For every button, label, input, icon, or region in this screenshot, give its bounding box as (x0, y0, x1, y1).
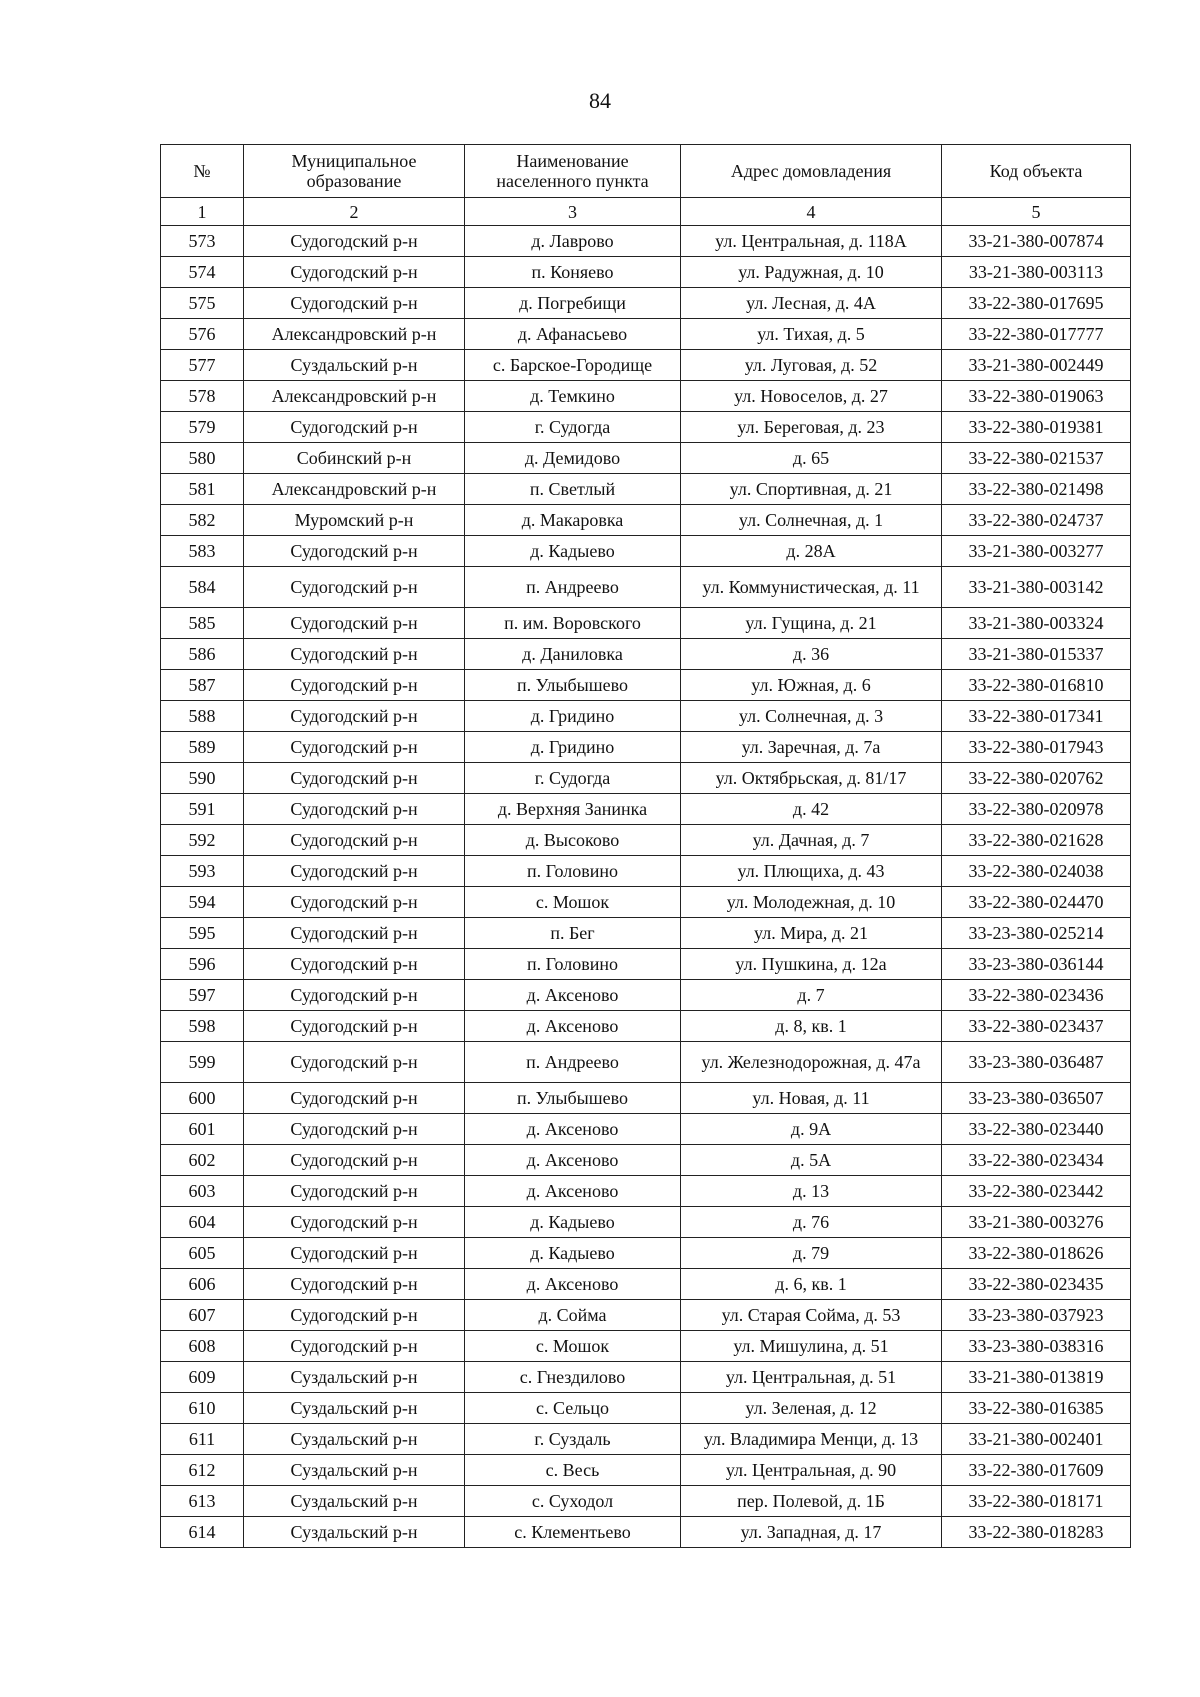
address-cell: ул. Мишулина, д. 51 (681, 1331, 942, 1362)
settlement-cell: п. Бег (465, 918, 681, 949)
address-cell: ул. Лесная, д. 4А (681, 288, 942, 319)
table-row (161, 1083, 1131, 1114)
object-code-cell: 33-22-380-023436 (942, 980, 1131, 1011)
table-row (161, 1176, 1131, 1207)
object-code-cell: 33-22-380-017777 (942, 319, 1131, 350)
settlement-cell: д. Гридино (465, 701, 681, 732)
municipality-cell: Судогодский р-н (244, 670, 465, 701)
municipality-cell: Судогодский р-н (244, 536, 465, 567)
column-number: 1 (161, 198, 244, 226)
municipality-cell: Судогодский р-н (244, 1207, 465, 1238)
object-code-cell: 33-21-380-003276 (942, 1207, 1131, 1238)
row-number-cell: 590 (161, 763, 244, 794)
municipality-cell: Судогодский р-н (244, 608, 465, 639)
settlement-cell: д. Сойма (465, 1300, 681, 1331)
table-row (161, 1486, 1131, 1517)
table-row (161, 288, 1131, 319)
table-row (161, 1145, 1131, 1176)
address-cell: ул. Старая Сойма, д. 53 (681, 1300, 942, 1331)
table-row (161, 887, 1131, 918)
municipality-cell: Судогодский р-н (244, 949, 465, 980)
address-cell: ул. Новая, д. 11 (681, 1083, 942, 1114)
header-object-code: Код объекта (942, 145, 1131, 198)
address-cell: ул. Южная, д. 6 (681, 670, 942, 701)
table-body (161, 226, 1131, 1548)
table-row (161, 1300, 1131, 1331)
table-row (161, 226, 1131, 257)
address-cell: д. 36 (681, 639, 942, 670)
table-row (161, 350, 1131, 381)
row-number-cell: 607 (161, 1300, 244, 1331)
municipality-cell: Судогодский р-н (244, 856, 465, 887)
object-code-cell: 33-22-380-023435 (942, 1269, 1131, 1300)
row-number-cell: 586 (161, 639, 244, 670)
table-row (161, 1269, 1131, 1300)
table-row (161, 319, 1131, 350)
table-row (161, 257, 1131, 288)
municipality-cell: Суздальский р-н (244, 1455, 465, 1486)
municipality-cell: Судогодский р-н (244, 701, 465, 732)
table-row (161, 505, 1131, 536)
row-number-cell: 598 (161, 1011, 244, 1042)
object-code-cell: 33-22-380-019381 (942, 412, 1131, 443)
settlement-cell: с. Мошок (465, 887, 681, 918)
address-cell: ул. Солнечная, д. 1 (681, 505, 942, 536)
address-cell: ул. Спортивная, д. 21 (681, 474, 942, 505)
municipality-cell: Судогодский р-н (244, 567, 465, 608)
address-cell: ул. Молодежная, д. 10 (681, 887, 942, 918)
object-code-cell: 33-21-380-003113 (942, 257, 1131, 288)
header-settlement: Наименование населенного пункта (465, 145, 681, 198)
address-cell: ул. Заречная, д. 7а (681, 732, 942, 763)
municipality-cell: Судогодский р-н (244, 257, 465, 288)
municipality-cell: Суздальский р-н (244, 350, 465, 381)
address-cell: ул. Западная, д. 17 (681, 1517, 942, 1548)
municipality-cell: Александровский р-н (244, 474, 465, 505)
object-code-cell: 33-22-380-023442 (942, 1176, 1131, 1207)
object-code-cell: 33-22-380-018283 (942, 1517, 1131, 1548)
settlement-cell: д. Кадыево (465, 1207, 681, 1238)
object-code-cell: 33-22-380-017341 (942, 701, 1131, 732)
object-code-cell: 33-22-380-024737 (942, 505, 1131, 536)
object-code-cell: 33-21-380-015337 (942, 639, 1131, 670)
header-municipality: Муниципальное образование (244, 145, 465, 198)
settlement-cell: д. Верхняя Занинка (465, 794, 681, 825)
settlement-cell: г. Суздаль (465, 1424, 681, 1455)
row-number-cell: 604 (161, 1207, 244, 1238)
municipality-cell: Судогодский р-н (244, 1300, 465, 1331)
row-number-cell: 609 (161, 1362, 244, 1393)
address-cell: ул. Центральная, д. 118А (681, 226, 942, 257)
row-number-cell: 589 (161, 732, 244, 763)
settlement-cell: г. Судогда (465, 763, 681, 794)
row-number-cell: 600 (161, 1083, 244, 1114)
settlement-cell: д. Аксеново (465, 980, 681, 1011)
settlement-cell: с. Барское-Городище (465, 350, 681, 381)
table-row (161, 381, 1131, 412)
row-number-cell: 599 (161, 1042, 244, 1083)
object-code-cell: 33-22-380-020762 (942, 763, 1131, 794)
address-cell: д. 79 (681, 1238, 942, 1269)
settlement-cell: п. Головино (465, 856, 681, 887)
municipality-cell: Судогодский р-н (244, 1083, 465, 1114)
table-header-row (161, 145, 1131, 198)
address-cell: ул. Центральная, д. 90 (681, 1455, 942, 1486)
settlement-cell: д. Демидово (465, 443, 681, 474)
municipality-cell: Судогодский р-н (244, 1176, 465, 1207)
municipality-cell: Судогодский р-н (244, 763, 465, 794)
municipality-cell: Судогодский р-н (244, 1238, 465, 1269)
row-number-cell: 592 (161, 825, 244, 856)
settlement-cell: с. Гнездилово (465, 1362, 681, 1393)
row-number-cell: 591 (161, 794, 244, 825)
table-row (161, 732, 1131, 763)
row-number-cell: 596 (161, 949, 244, 980)
object-code-cell: 33-22-380-018626 (942, 1238, 1131, 1269)
address-cell: пер. Полевой, д. 1Б (681, 1486, 942, 1517)
page-number: 84 (589, 88, 611, 113)
row-number-cell: 608 (161, 1331, 244, 1362)
object-code-cell: 33-23-380-038316 (942, 1331, 1131, 1362)
settlement-cell: д. Макаровка (465, 505, 681, 536)
table-row (161, 536, 1131, 567)
header-address: Адрес домовладения (681, 145, 942, 198)
address-cell: ул. Новоселов, д. 27 (681, 381, 942, 412)
row-number-cell: 582 (161, 505, 244, 536)
address-cell: ул. Мира, д. 21 (681, 918, 942, 949)
address-cell: ул. Дачная, д. 7 (681, 825, 942, 856)
row-number-cell: 593 (161, 856, 244, 887)
table-row (161, 1362, 1131, 1393)
object-code-cell: 33-22-380-024038 (942, 856, 1131, 887)
column-number: 3 (465, 198, 681, 226)
row-number-cell: 611 (161, 1424, 244, 1455)
municipality-cell: Судогодский р-н (244, 1331, 465, 1362)
object-code-cell: 33-23-380-036487 (942, 1042, 1131, 1083)
municipality-cell: Судогодский р-н (244, 226, 465, 257)
settlement-cell: д. Темкино (465, 381, 681, 412)
address-cell: д. 65 (681, 443, 942, 474)
settlement-cell: д. Лаврово (465, 226, 681, 257)
settlement-cell: д. Даниловка (465, 639, 681, 670)
address-cell: д. 7 (681, 980, 942, 1011)
row-number-cell: 605 (161, 1238, 244, 1269)
municipality-cell: Судогодский р-н (244, 1114, 465, 1145)
address-cell: д. 76 (681, 1207, 942, 1238)
object-code-cell: 33-21-380-002449 (942, 350, 1131, 381)
row-number-cell: 585 (161, 608, 244, 639)
municipality-cell: Судогодский р-н (244, 918, 465, 949)
object-code-cell: 33-21-380-003142 (942, 567, 1131, 608)
municipality-cell: Суздальский р-н (244, 1362, 465, 1393)
table-row (161, 763, 1131, 794)
address-cell: ул. Пушкина, д. 12а (681, 949, 942, 980)
table-row (161, 1517, 1131, 1548)
row-number-cell: 595 (161, 918, 244, 949)
municipality-cell: Судогодский р-н (244, 1269, 465, 1300)
table-row (161, 1455, 1131, 1486)
row-number-cell: 603 (161, 1176, 244, 1207)
table-row (161, 474, 1131, 505)
table-row (161, 567, 1131, 608)
column-number: 4 (681, 198, 942, 226)
settlement-cell: д. Аксеново (465, 1011, 681, 1042)
settlement-cell: п. Улыбышево (465, 1083, 681, 1114)
settlement-cell: п. Андреево (465, 567, 681, 608)
table-row (161, 918, 1131, 949)
row-number-cell: 577 (161, 350, 244, 381)
table-row (161, 949, 1131, 980)
settlement-cell: д. Аксеново (465, 1114, 681, 1145)
settlement-cell: п. Головино (465, 949, 681, 980)
object-code-cell: 33-21-380-013819 (942, 1362, 1131, 1393)
address-cell: ул. Луговая, д. 52 (681, 350, 942, 381)
object-code-cell: 33-21-380-003277 (942, 536, 1131, 567)
object-code-cell: 33-22-380-024470 (942, 887, 1131, 918)
municipality-cell: Судогодский р-н (244, 1145, 465, 1176)
row-number-cell: 606 (161, 1269, 244, 1300)
object-code-cell: 33-22-380-018171 (942, 1486, 1131, 1517)
municipality-cell: Александровский р-н (244, 319, 465, 350)
row-number-cell: 613 (161, 1486, 244, 1517)
address-cell: д. 8, кв. 1 (681, 1011, 942, 1042)
header-number: № (161, 145, 244, 198)
settlement-cell: с. Клементьево (465, 1517, 681, 1548)
table-row (161, 980, 1131, 1011)
settlement-cell: п. Коняево (465, 257, 681, 288)
row-number-cell: 594 (161, 887, 244, 918)
settlement-cell: д. Аксеново (465, 1176, 681, 1207)
row-number-cell: 573 (161, 226, 244, 257)
address-cell: ул. Тихая, д. 5 (681, 319, 942, 350)
settlement-cell: д. Кадыево (465, 1238, 681, 1269)
settlement-cell: п. Андреево (465, 1042, 681, 1083)
municipality-cell: Судогодский р-н (244, 1042, 465, 1083)
row-number-cell: 614 (161, 1517, 244, 1548)
object-code-cell: 33-23-380-036144 (942, 949, 1131, 980)
settlement-cell: п. им. Воровского (465, 608, 681, 639)
column-number: 5 (942, 198, 1131, 226)
settlement-cell: с. Весь (465, 1455, 681, 1486)
object-code-cell: 33-22-380-023440 (942, 1114, 1131, 1145)
municipality-cell: Суздальский р-н (244, 1393, 465, 1424)
column-number: 2 (244, 198, 465, 226)
row-number-cell: 575 (161, 288, 244, 319)
table-row (161, 670, 1131, 701)
object-code-cell: 33-23-380-036507 (942, 1083, 1131, 1114)
table-row (161, 639, 1131, 670)
row-number-cell: 576 (161, 319, 244, 350)
address-cell: ул. Железнодорожная, д. 47а (681, 1042, 942, 1083)
table-row (161, 1238, 1131, 1269)
address-cell: ул. Береговая, д. 23 (681, 412, 942, 443)
municipality-cell: Суздальский р-н (244, 1517, 465, 1548)
row-number-cell: 583 (161, 536, 244, 567)
object-code-cell: 33-22-380-021628 (942, 825, 1131, 856)
settlement-cell: д. Кадыево (465, 536, 681, 567)
table-row (161, 1393, 1131, 1424)
object-code-cell: 33-21-380-007874 (942, 226, 1131, 257)
row-number-cell: 584 (161, 567, 244, 608)
address-cell: д. 28А (681, 536, 942, 567)
table-row (161, 1042, 1131, 1083)
address-cell: д. 9А (681, 1114, 942, 1145)
address-cell: ул. Плющиха, д. 43 (681, 856, 942, 887)
address-cell: ул. Владимира Менци, д. 13 (681, 1424, 942, 1455)
column-numbers-row (161, 198, 1131, 226)
municipality-cell: Судогодский р-н (244, 412, 465, 443)
row-number-cell: 612 (161, 1455, 244, 1486)
row-number-cell: 579 (161, 412, 244, 443)
settlement-cell: д. Аксеново (465, 1269, 681, 1300)
object-code-cell: 33-23-380-037923 (942, 1300, 1131, 1331)
settlement-cell: с. Мошок (465, 1331, 681, 1362)
settlement-cell: д. Аксеново (465, 1145, 681, 1176)
row-number-cell: 587 (161, 670, 244, 701)
table-row (161, 1114, 1131, 1145)
row-number-cell: 610 (161, 1393, 244, 1424)
municipality-cell: Судогодский р-н (244, 794, 465, 825)
row-number-cell: 588 (161, 701, 244, 732)
object-code-cell: 33-22-380-019063 (942, 381, 1131, 412)
address-cell: ул. Гущина, д. 21 (681, 608, 942, 639)
municipality-cell: Суздальский р-н (244, 1424, 465, 1455)
object-code-cell: 33-21-380-002401 (942, 1424, 1131, 1455)
row-number-cell: 581 (161, 474, 244, 505)
address-cell: ул. Солнечная, д. 3 (681, 701, 942, 732)
settlement-cell: с. Суходол (465, 1486, 681, 1517)
municipality-cell: Судогодский р-н (244, 732, 465, 763)
object-code-cell: 33-22-380-020978 (942, 794, 1131, 825)
municipality-cell: Судогодский р-н (244, 825, 465, 856)
table-row (161, 1011, 1131, 1042)
object-code-cell: 33-22-380-016385 (942, 1393, 1131, 1424)
address-cell: ул. Центральная, д. 51 (681, 1362, 942, 1393)
municipality-cell: Собинский р-н (244, 443, 465, 474)
object-code-cell: 33-21-380-003324 (942, 608, 1131, 639)
settlement-cell: д. Погребищи (465, 288, 681, 319)
row-number-cell: 597 (161, 980, 244, 1011)
address-cell: д. 13 (681, 1176, 942, 1207)
row-number-cell: 578 (161, 381, 244, 412)
municipality-cell: Судогодский р-н (244, 639, 465, 670)
municipality-cell: Александровский р-н (244, 381, 465, 412)
object-code-cell: 33-22-380-016810 (942, 670, 1131, 701)
table-row (161, 701, 1131, 732)
object-code-cell: 33-22-380-021498 (942, 474, 1131, 505)
address-cell: д. 6, кв. 1 (681, 1269, 942, 1300)
settlement-cell: д. Афанасьево (465, 319, 681, 350)
table-row (161, 1331, 1131, 1362)
row-number-cell: 580 (161, 443, 244, 474)
settlement-cell: г. Судогда (465, 412, 681, 443)
object-code-cell: 33-22-380-021537 (942, 443, 1131, 474)
object-code-cell: 33-23-380-025214 (942, 918, 1131, 949)
object-code-cell: 33-22-380-017609 (942, 1455, 1131, 1486)
table-row (161, 412, 1131, 443)
address-cell: д. 42 (681, 794, 942, 825)
municipality-cell: Муромский р-н (244, 505, 465, 536)
table-row (161, 856, 1131, 887)
address-cell: ул. Октябрьская, д. 81/17 (681, 763, 942, 794)
settlement-cell: д. Высоково (465, 825, 681, 856)
table-row (161, 794, 1131, 825)
address-cell: д. 5А (681, 1145, 942, 1176)
municipality-cell: Судогодский р-н (244, 288, 465, 319)
settlement-cell: п. Улыбышево (465, 670, 681, 701)
address-cell: ул. Зеленая, д. 12 (681, 1393, 942, 1424)
object-code-cell: 33-22-380-023434 (942, 1145, 1131, 1176)
table-row (161, 1207, 1131, 1238)
table-row (161, 825, 1131, 856)
table-row (161, 443, 1131, 474)
address-cell: ул. Коммунистическая, д. 11 (681, 567, 942, 608)
row-number-cell: 602 (161, 1145, 244, 1176)
table-row (161, 608, 1131, 639)
municipality-cell: Судогодский р-н (244, 887, 465, 918)
settlement-cell: п. Светлый (465, 474, 681, 505)
settlement-cell: с. Сельцо (465, 1393, 681, 1424)
municipality-cell: Судогодский р-н (244, 1011, 465, 1042)
object-code-cell: 33-22-380-023437 (942, 1011, 1131, 1042)
municipality-cell: Судогодский р-н (244, 980, 465, 1011)
object-code-cell: 33-22-380-017943 (942, 732, 1131, 763)
row-number-cell: 574 (161, 257, 244, 288)
municipality-cell: Суздальский р-н (244, 1486, 465, 1517)
address-cell: ул. Радужная, д. 10 (681, 257, 942, 288)
households-table (160, 144, 1131, 1548)
object-code-cell: 33-22-380-017695 (942, 288, 1131, 319)
table-row (161, 1424, 1131, 1455)
row-number-cell: 601 (161, 1114, 244, 1145)
settlement-cell: д. Гридино (465, 732, 681, 763)
